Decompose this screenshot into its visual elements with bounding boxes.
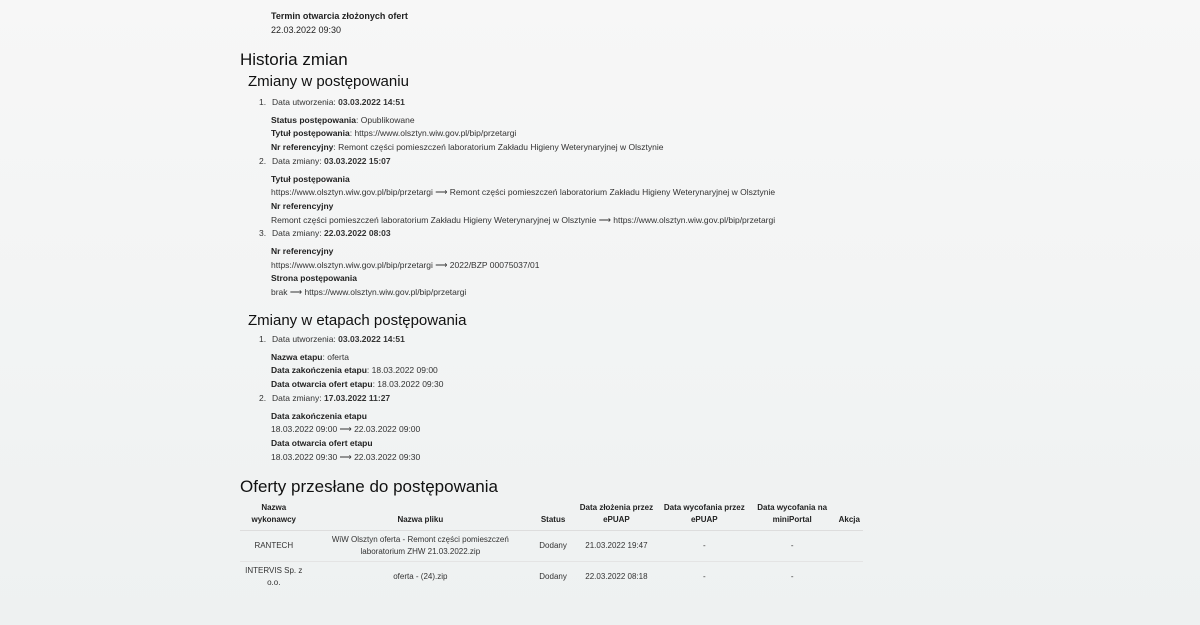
change-item-prefix: Data utworzenia: xyxy=(272,334,336,344)
change-item-number: 2. xyxy=(259,392,267,403)
offers-cell: Dodany xyxy=(533,562,573,593)
change-detail-text: Remont części pomieszczeń laboratorium Zakładu Higieny Weterynaryjnej w Olsztynie ⟶ https://www.olsztyn.wiw.gov.pl/bip/przetargi xyxy=(271,214,776,225)
change-item-date: 03.03.2022 14:51 xyxy=(338,334,405,344)
change-item-number: 1. xyxy=(259,97,267,107)
offers-column-header: Data wycofania przez ePUAP xyxy=(660,500,749,531)
offers-cell: RANTECH xyxy=(240,531,308,562)
offers-table xyxy=(240,500,863,592)
offers-header-row xyxy=(240,500,863,531)
opening-date-block xyxy=(271,9,408,37)
change-detail-line xyxy=(271,423,443,437)
change-detail-line xyxy=(271,259,775,273)
offers-cell xyxy=(836,562,863,593)
offers-column-header: Nazwa pliku xyxy=(308,500,534,531)
offers-column-header: Data złożenia przez ePUAP xyxy=(573,500,660,531)
offers-cell: - xyxy=(660,562,749,593)
change-item-details xyxy=(271,245,775,300)
change-item-number: 3. xyxy=(259,228,267,239)
change-detail-text: : oferta xyxy=(322,351,349,362)
offers-cell: oferta - (24).zip xyxy=(308,562,534,593)
change-detail-line xyxy=(271,114,775,128)
change-item xyxy=(259,333,443,392)
change-item-header xyxy=(259,155,775,169)
change-detail-label: Nr referencyjny xyxy=(271,142,334,153)
change-item-prefix: Data utworzenia: xyxy=(272,97,336,107)
change-detail-line xyxy=(271,364,443,378)
stage-changes-heading: Zmiany w etapach postępowania xyxy=(248,312,467,329)
change-detail-line xyxy=(271,214,775,228)
change-detail-line xyxy=(271,378,443,392)
change-item-details xyxy=(271,114,775,155)
offers-body xyxy=(240,531,863,593)
change-item-prefix: Data zmiany: xyxy=(272,228,322,239)
change-detail-label: Status postępowania xyxy=(271,114,357,125)
change-item-header xyxy=(259,392,443,406)
change-item-number: 1. xyxy=(259,334,267,344)
change-item-details xyxy=(271,173,775,228)
offers-cell xyxy=(836,531,863,562)
history-heading: Historia zmian xyxy=(240,50,348,69)
offers-cell: - xyxy=(749,562,836,593)
change-detail-label: Tytuł postępowania xyxy=(271,128,350,139)
change-item xyxy=(259,227,775,300)
change-detail-line xyxy=(271,141,775,155)
offers-cell: 21.03.2022 19:47 xyxy=(573,531,660,562)
change-detail-text: : 18.03.2022 09:30 xyxy=(372,379,444,390)
offers-row xyxy=(240,562,863,593)
change-detail-text: : 18.03.2022 09:00 xyxy=(366,365,438,376)
change-detail-label: Data otwarcia ofert etapu xyxy=(271,379,373,390)
offers-column-header: Akcja xyxy=(836,500,863,531)
change-detail-label: Data zakończenia etapu xyxy=(271,410,367,421)
change-detail-label: Strona postępowania xyxy=(271,273,357,284)
change-item-date: 03.03.2022 14:51 xyxy=(338,97,405,107)
offers-row xyxy=(240,531,863,562)
stage-changes-list xyxy=(259,333,443,464)
offers-cell: WiW Olsztyn oferta - Remont części pomieszczeń laboratorium ZHW 21.03.2022.zip xyxy=(308,531,534,562)
proceeding-changes-list xyxy=(259,96,775,300)
change-detail-text: 18.03.2022 09:00 ⟶ 22.03.2022 09:00 xyxy=(271,424,421,435)
offers-cell: Dodany xyxy=(533,531,573,562)
change-item-details xyxy=(271,351,443,392)
change-detail-text: : https://www.olsztyn.wiw.gov.pl/bip/przetargi xyxy=(349,128,517,139)
change-detail-label: Data otwarcia ofert etapu xyxy=(271,437,373,448)
change-detail-text: 18.03.2022 09:30 ⟶ 22.03.2022 09:30 xyxy=(271,451,421,462)
change-detail-line xyxy=(271,286,775,300)
change-detail-label: Nr referencyjny xyxy=(271,200,334,211)
proceeding-changes-heading: Zmiany w postępowaniu xyxy=(248,73,409,90)
offers-column-header: Nazwa wykonawcy xyxy=(240,500,308,531)
change-detail-line xyxy=(271,410,443,424)
change-detail-line xyxy=(271,272,775,286)
change-item-date: 22.03.2022 08:03 xyxy=(323,228,391,239)
offers-column-header: Status xyxy=(533,500,573,531)
change-detail-text: https://www.olsztyn.wiw.gov.pl/bip/przetargi ⟶ 2022/BZP 00075037/01 xyxy=(271,259,540,270)
change-detail-label: Nazwa etapu xyxy=(271,351,323,362)
change-detail-text: brak ⟶ https://www.olsztyn.wiw.gov.pl/bip/przetargi xyxy=(271,287,467,298)
change-detail-line xyxy=(271,351,443,365)
change-detail-line xyxy=(271,173,775,187)
change-detail-label: Nr referencyjny xyxy=(271,246,334,257)
change-detail-line xyxy=(271,127,775,141)
change-detail-line xyxy=(271,451,443,465)
change-detail-label: Tytuł postępowania xyxy=(271,173,350,184)
change-detail-line xyxy=(271,186,775,200)
opening-date-label: Termin otwarcia złożonych ofert xyxy=(271,11,408,21)
change-detail-line xyxy=(271,200,775,214)
change-detail-label: Data zakończenia etapu xyxy=(271,365,367,376)
change-detail-text: https://www.olsztyn.wiw.gov.pl/bip/przetargi ⟶ Remont części pomieszczeń laboratorium Zakładu Higieny Weterynaryjnej w Olsztynie xyxy=(271,187,776,198)
change-item-prefix: Data zmiany: xyxy=(272,155,322,166)
change-item xyxy=(259,96,775,155)
change-detail-line xyxy=(271,437,443,451)
offers-cell: 22.03.2022 08:18 xyxy=(573,562,660,593)
offers-cell: INTERVIS Sp. z o.o. xyxy=(240,562,308,593)
offers-cell: - xyxy=(749,531,836,562)
change-detail-line xyxy=(271,245,775,259)
offers-cell: - xyxy=(660,531,749,562)
change-detail-text: : Remont części pomieszczeń laboratorium Zakładu Higieny Weterynaryjnej w Olsztynie xyxy=(333,142,664,153)
change-item-prefix: Data zmiany: xyxy=(272,392,322,403)
change-item-date: 03.03.2022 15:07 xyxy=(323,155,391,166)
change-item xyxy=(259,155,775,228)
change-item xyxy=(259,392,443,465)
change-item-details xyxy=(271,410,443,465)
change-item-header xyxy=(259,333,443,347)
change-item-header xyxy=(259,96,775,110)
change-item-number: 2. xyxy=(259,155,267,166)
offers-column-header: Data wycofania na miniPortal xyxy=(749,500,836,531)
change-detail-text: : Opublikowane xyxy=(356,114,415,125)
opening-date-value: 22.03.2022 09:30 xyxy=(271,25,342,35)
change-item-header xyxy=(259,227,775,241)
offers-heading: Oferty przesłane do postępowania xyxy=(240,477,498,496)
change-item-date: 17.03.2022 11:27 xyxy=(323,392,391,403)
